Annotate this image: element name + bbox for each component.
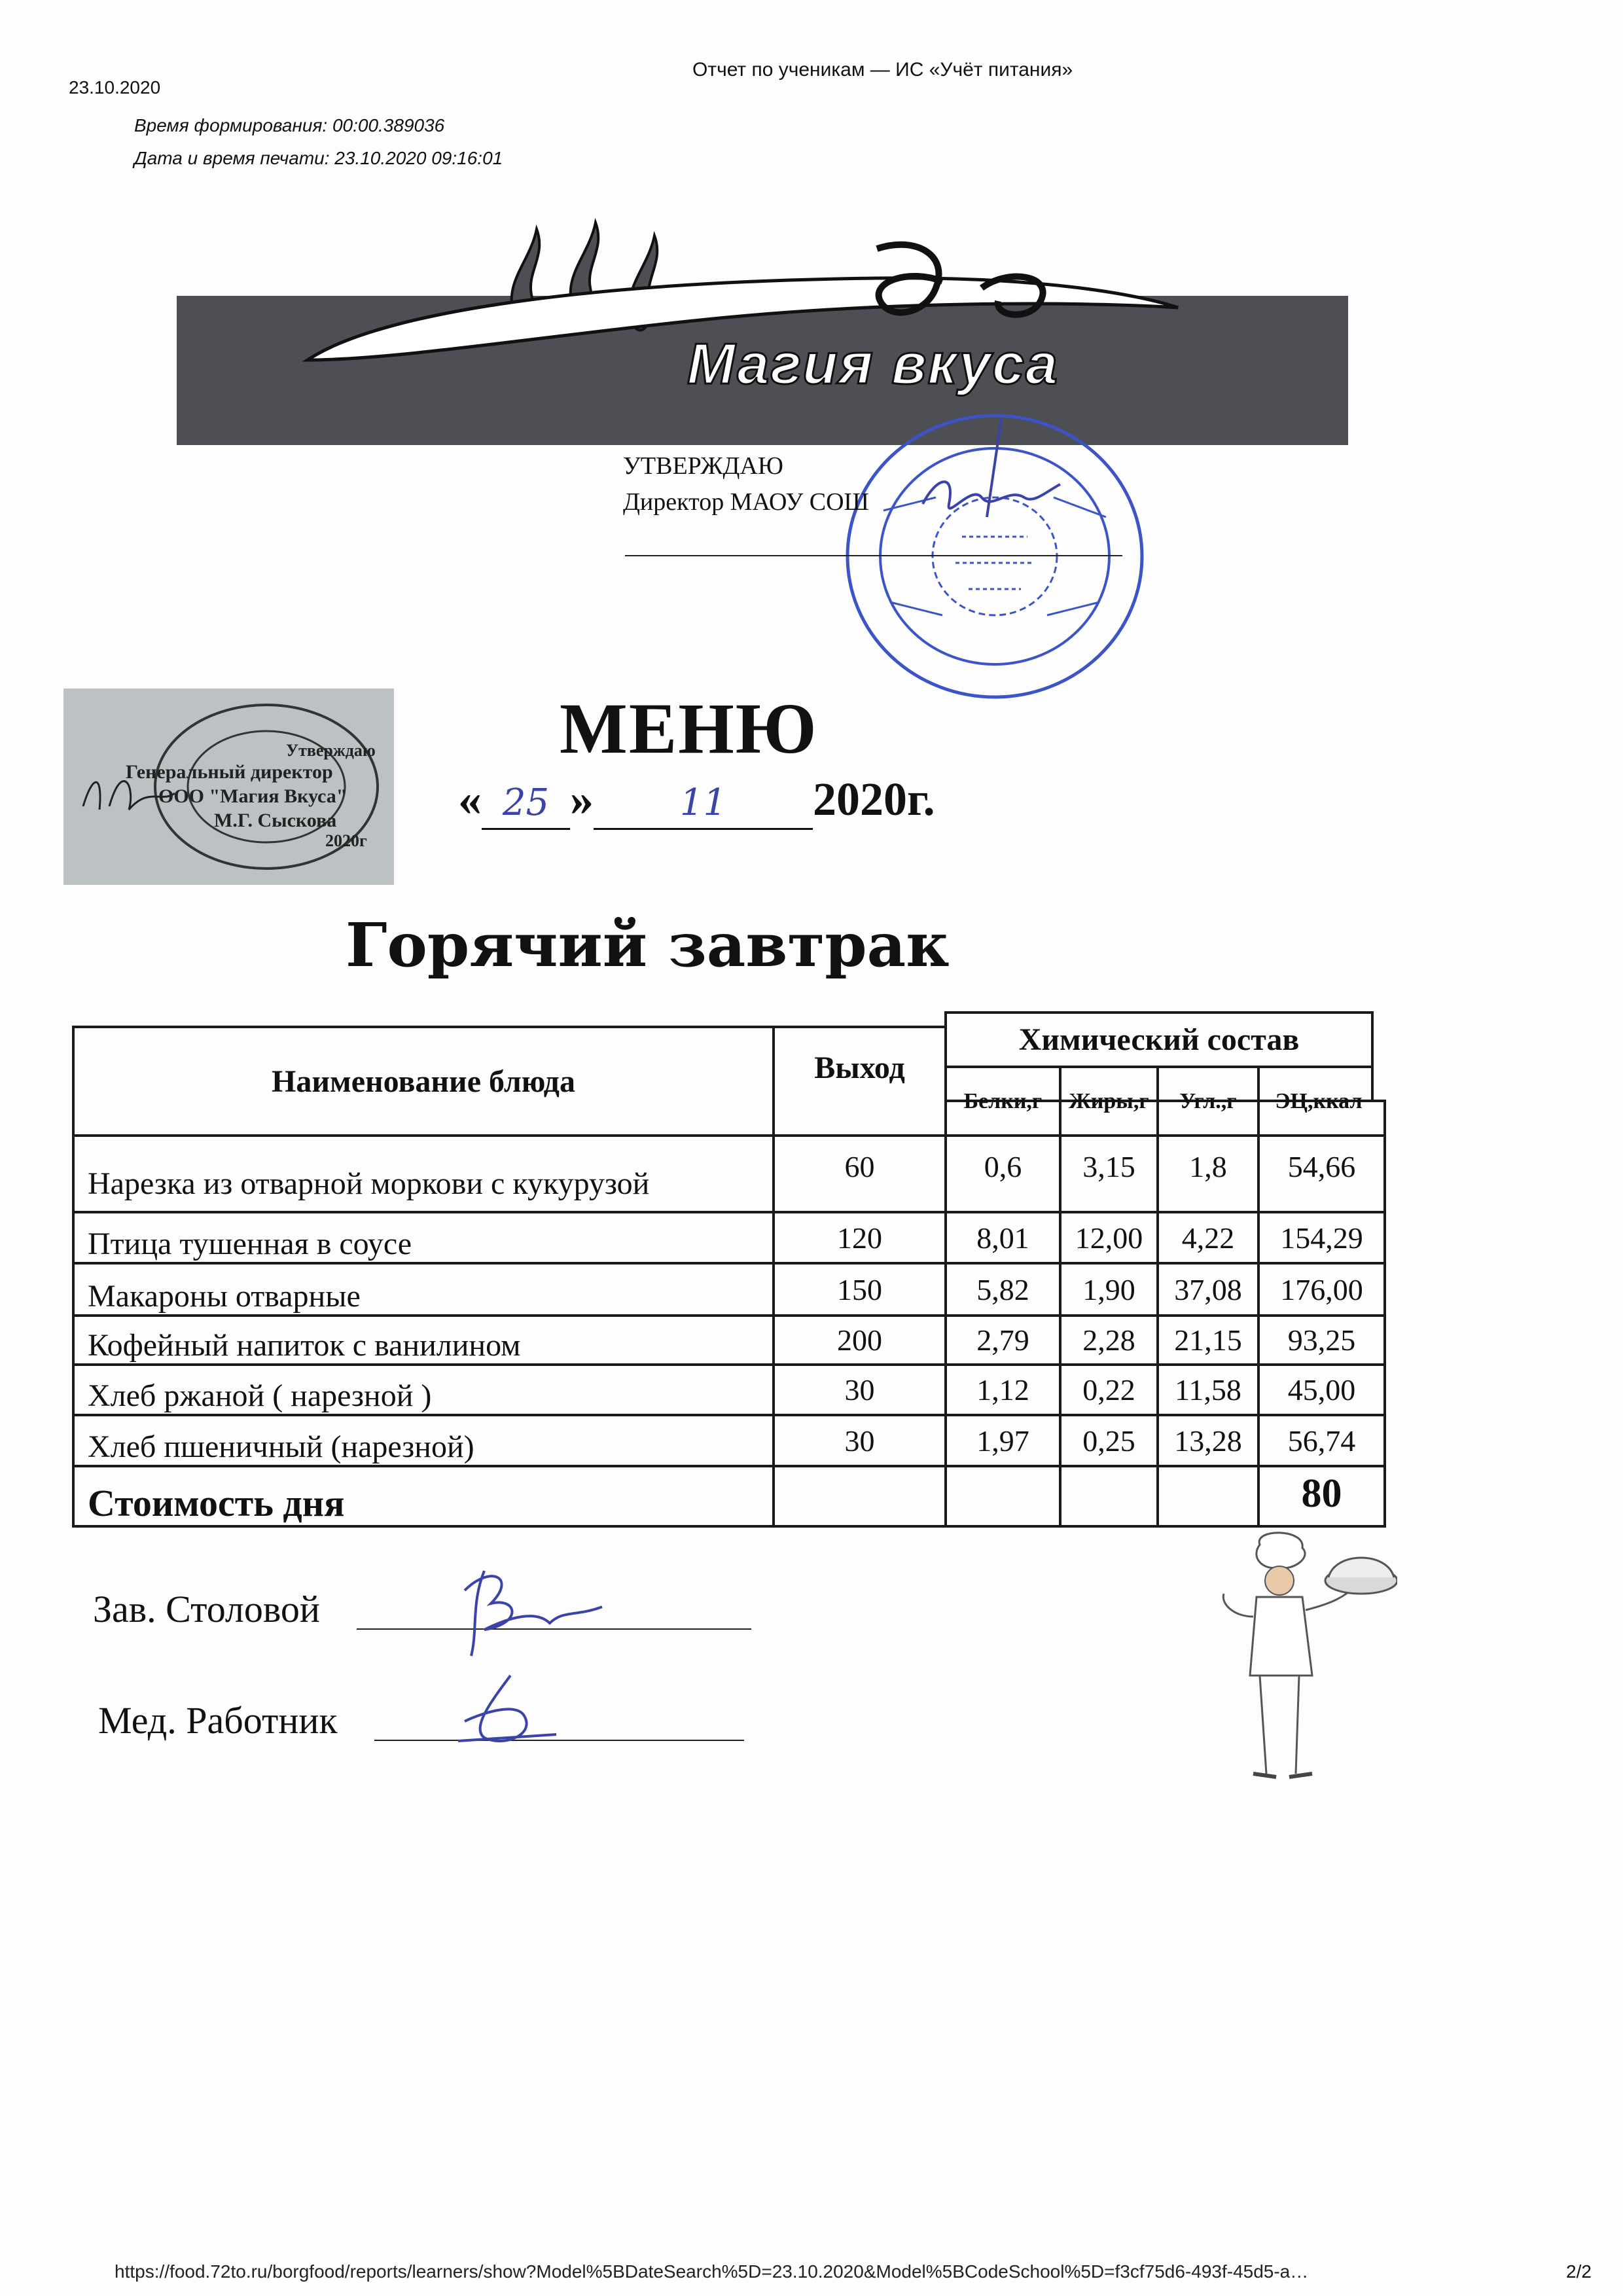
table-row-name: Кофейный напиток с ванилином	[88, 1328, 521, 1363]
menu-date	[458, 772, 935, 830]
table-line	[1383, 1100, 1386, 1528]
table-line	[72, 1525, 1386, 1528]
header-output: Выход	[814, 1050, 905, 1085]
stamp-organization: ООО "Магия Вкуса"	[158, 785, 348, 807]
canteen-signature-icon	[452, 1551, 609, 1662]
table-row-carb: 1,8	[1189, 1149, 1227, 1183]
print-datetime: Дата и время печати: 23.10.2020 09:16:01	[134, 148, 503, 168]
table-row-protein: 8,01	[976, 1221, 1029, 1255]
table-row-fat: 12,00	[1075, 1221, 1143, 1255]
print-title: Отчет по ученикам — ИС «Учёт питания»	[692, 59, 1073, 81]
total-value: 80	[1301, 1471, 1342, 1516]
header-chemical: Химический состав	[1018, 1022, 1300, 1057]
table-row-carb: 21,15	[1174, 1323, 1242, 1357]
table-row-carb: 37,08	[1174, 1272, 1242, 1306]
table-row-carb: 11,58	[1175, 1373, 1241, 1407]
stamp-year: 2020г	[325, 831, 367, 850]
table-row-energy: 56,74	[1287, 1424, 1356, 1458]
table-row-output: 60	[844, 1149, 875, 1183]
table-row-name: Хлеб пшеничный (нарезной)	[88, 1429, 474, 1464]
header-energy: ЭЦ,ккал	[1275, 1088, 1363, 1113]
table-row-name: Хлеб ржаной ( нарезной )	[88, 1378, 432, 1413]
table-row-energy: 54,66	[1287, 1149, 1356, 1183]
table-row-output: 30	[844, 1373, 875, 1407]
table-row-protein: 2,79	[976, 1323, 1029, 1357]
print-footer-url: https://food.72to.ru/borgfood/reports/learners/show?Model%5BDateSearch%5D=23.10.2020&Model%5BCodeSchool%5D=f3cf75d6-493f-45d5-a…	[115, 2261, 1309, 2282]
stamp-person-name: М.Г. Сыскова	[214, 810, 337, 831]
table-row-name: Птица тушенная в соусе	[88, 1227, 412, 1261]
table-row-output: 150	[837, 1272, 882, 1306]
table-row-energy: 93,25	[1287, 1323, 1356, 1357]
stamp-approve: Утверждаю	[286, 741, 376, 760]
table-row-fat: 2,28	[1082, 1323, 1135, 1357]
table-row-carb: 13,28	[1174, 1424, 1242, 1458]
generation-time: Время формирования: 00:00.389036	[134, 115, 445, 135]
meal-title: Горячий завтрак	[346, 910, 950, 980]
print-date: 23.10.2020	[69, 77, 161, 98]
table-row-fat: 1,90	[1082, 1272, 1135, 1306]
medical-signature-icon	[452, 1669, 563, 1748]
director-label: Директор МАОУ СОШ	[623, 488, 869, 516]
table-row-output: 30	[844, 1424, 875, 1458]
table-row-fat: 0,25	[1082, 1424, 1135, 1458]
table-row-carb: 4,22	[1181, 1221, 1235, 1255]
date-month: 11	[594, 778, 813, 830]
table-row-energy: 176,00	[1280, 1272, 1363, 1306]
date-year: 2020г.	[813, 773, 935, 825]
table-row-protein: 0,6	[984, 1149, 1022, 1183]
table-row-output: 200	[837, 1323, 882, 1357]
header-carb: Угл.,г	[1179, 1088, 1237, 1113]
menu-title: МЕНЮ	[560, 689, 818, 768]
table-row-fat: 0,22	[1082, 1373, 1135, 1407]
stamp-general-director: Генеральный директор	[126, 761, 333, 783]
table-row-name: Нарезка из отварной моркови с кукурузой	[88, 1166, 650, 1201]
header-fat: Жиры,г	[1069, 1088, 1149, 1113]
total-label: Стоимость дня	[88, 1482, 345, 1524]
table-row-protein: 5,82	[976, 1272, 1029, 1306]
table-row-energy: 154,29	[1280, 1221, 1363, 1255]
approve-signature-line	[625, 555, 1122, 556]
director-signature-icon	[910, 406, 1086, 550]
table-row-fat: 3,15	[1082, 1149, 1135, 1183]
logo-brand-text: Магия вкуса	[687, 331, 1059, 396]
table-row-protein: 1,97	[976, 1424, 1029, 1458]
date-open-quote: «	[458, 773, 482, 825]
table-row-name: Макароны отварные	[88, 1279, 361, 1314]
company-approval-stamp	[63, 689, 394, 885]
table-row-energy: 45,00	[1287, 1373, 1356, 1407]
chef-illustration-icon	[1214, 1532, 1397, 1793]
header-dish: Наименование блюда	[272, 1064, 575, 1099]
print-footer-page: 2/2	[1566, 2261, 1592, 2282]
header-protein: Белки,г	[963, 1088, 1043, 1113]
table-row-output: 120	[837, 1221, 882, 1255]
approve-label: УТВЕРЖДАЮ	[623, 452, 783, 480]
medical-worker-label: Мед. Работник	[98, 1699, 338, 1742]
date-day: 25	[482, 778, 570, 830]
date-close-quote: »	[570, 773, 594, 825]
canteen-head-label: Зав. Столовой	[93, 1588, 320, 1630]
table-row-protein: 1,12	[976, 1373, 1029, 1407]
